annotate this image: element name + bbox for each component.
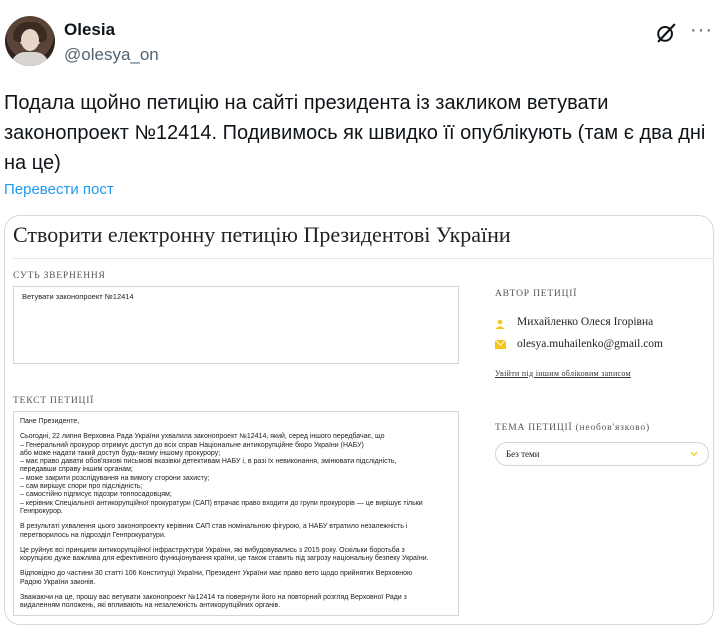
petition-paragraph: Пане Президенте, bbox=[20, 418, 80, 425]
chevron-down-icon bbox=[690, 451, 698, 457]
author-email: olesya.muhailenko@gmail.com bbox=[517, 338, 664, 350]
divider bbox=[13, 258, 713, 259]
subject-label: СУТЬ ЗВЕРНЕННЯ bbox=[13, 271, 106, 281]
petition-text-label: ТЕКСТ ПЕТИЦІЇ bbox=[13, 396, 95, 406]
translate-post-link[interactable]: Перевести пост bbox=[4, 181, 114, 198]
avatar[interactable] bbox=[5, 16, 55, 66]
petition-paragraph: Відповідно до частини 30 статті 106 Конституції України, Президент України має право вето щодо прийнятих Верховною Радою України законів. bbox=[20, 570, 413, 586]
other-account-link[interactable]: Увійти під іншим обліковим записом bbox=[495, 369, 631, 378]
person-icon bbox=[495, 319, 505, 329]
author-full-name: Михайленко Олеся Ігорівна bbox=[517, 316, 654, 328]
post-text: Подала щойно петицію на сайті президента із закликом ветувати законопроект №12414. Подивимось як швидко її опублікують (там є два дні на це) bbox=[4, 92, 706, 174]
topic-label: ТЕМА ПЕТИЦІЇ (необов'язково) bbox=[495, 423, 650, 433]
grok-icon[interactable] bbox=[655, 22, 677, 44]
subject-input[interactable]: Ветувати законопроект №12414 bbox=[13, 286, 459, 364]
author-name[interactable]: Olesia bbox=[64, 20, 116, 39]
petition-paragraph: Це руйнує всі принципи антикорупційної інфраструктури України, які вибудовувались з 2015 року. Оскільки боротьба з корупцією дуже важлива для ефективного функціонування країни, це також ставить під загрозу національну безпеку України. bbox=[20, 546, 429, 563]
more-icon[interactable]: ··· bbox=[690, 19, 713, 41]
author-handle[interactable]: @olesya_on bbox=[64, 45, 159, 64]
petition-paragraph: Сьогодні, 22 липня Верховна Рада України ухвалила законопроект №12414, який, серед іншого передбачає, що – Генеральний прокурор отримує доступ до всіх справ Національне антикорупційне бюро України (НАБУ) або може надати такий доступ будь-якому іншому прокурору; – має право давати обов'язкові письмові вказівки детективам НАБУ і, в разі їх невиконання, змінювати підслідність, передавши справу іншим органам; – може закрити розслідування на вимогу сторони захисту; – сам вирішує спори про підслідність; – самостійно підписує підозри топпосадовцям; – керівник Спеціальної антикорупційної прокуратури (САП) втрачає право входити до групи прокурорів — це вирішує тільки Генпрокурор. bbox=[20, 433, 423, 515]
page-title: Створити електронну петицію Президентові України bbox=[13, 222, 511, 247]
author-label: АВТОР ПЕТИЦІЇ bbox=[495, 289, 578, 299]
mail-icon bbox=[495, 340, 506, 349]
petition-paragraph: В результаті ухвалення цього законопроекту керівник САП став номінальною фігурою, а НАБУ втратило незалежність і перетворилось на підрозділ Генпрокуратури. bbox=[20, 523, 408, 539]
attached-image[interactable] bbox=[4, 215, 714, 625]
petition-text-input[interactable] bbox=[13, 411, 459, 616]
topic-selected-value: Без теми bbox=[506, 449, 540, 459]
topic-select[interactable] bbox=[495, 442, 709, 466]
petition-paragraph: Зважаючи на це, прошу вас ветувати законопроект №12414 та повернути його на повторний розгляд Верховної Ради з видаленням положень, які впливають на незалежність антикорупційних органів. bbox=[20, 594, 407, 610]
